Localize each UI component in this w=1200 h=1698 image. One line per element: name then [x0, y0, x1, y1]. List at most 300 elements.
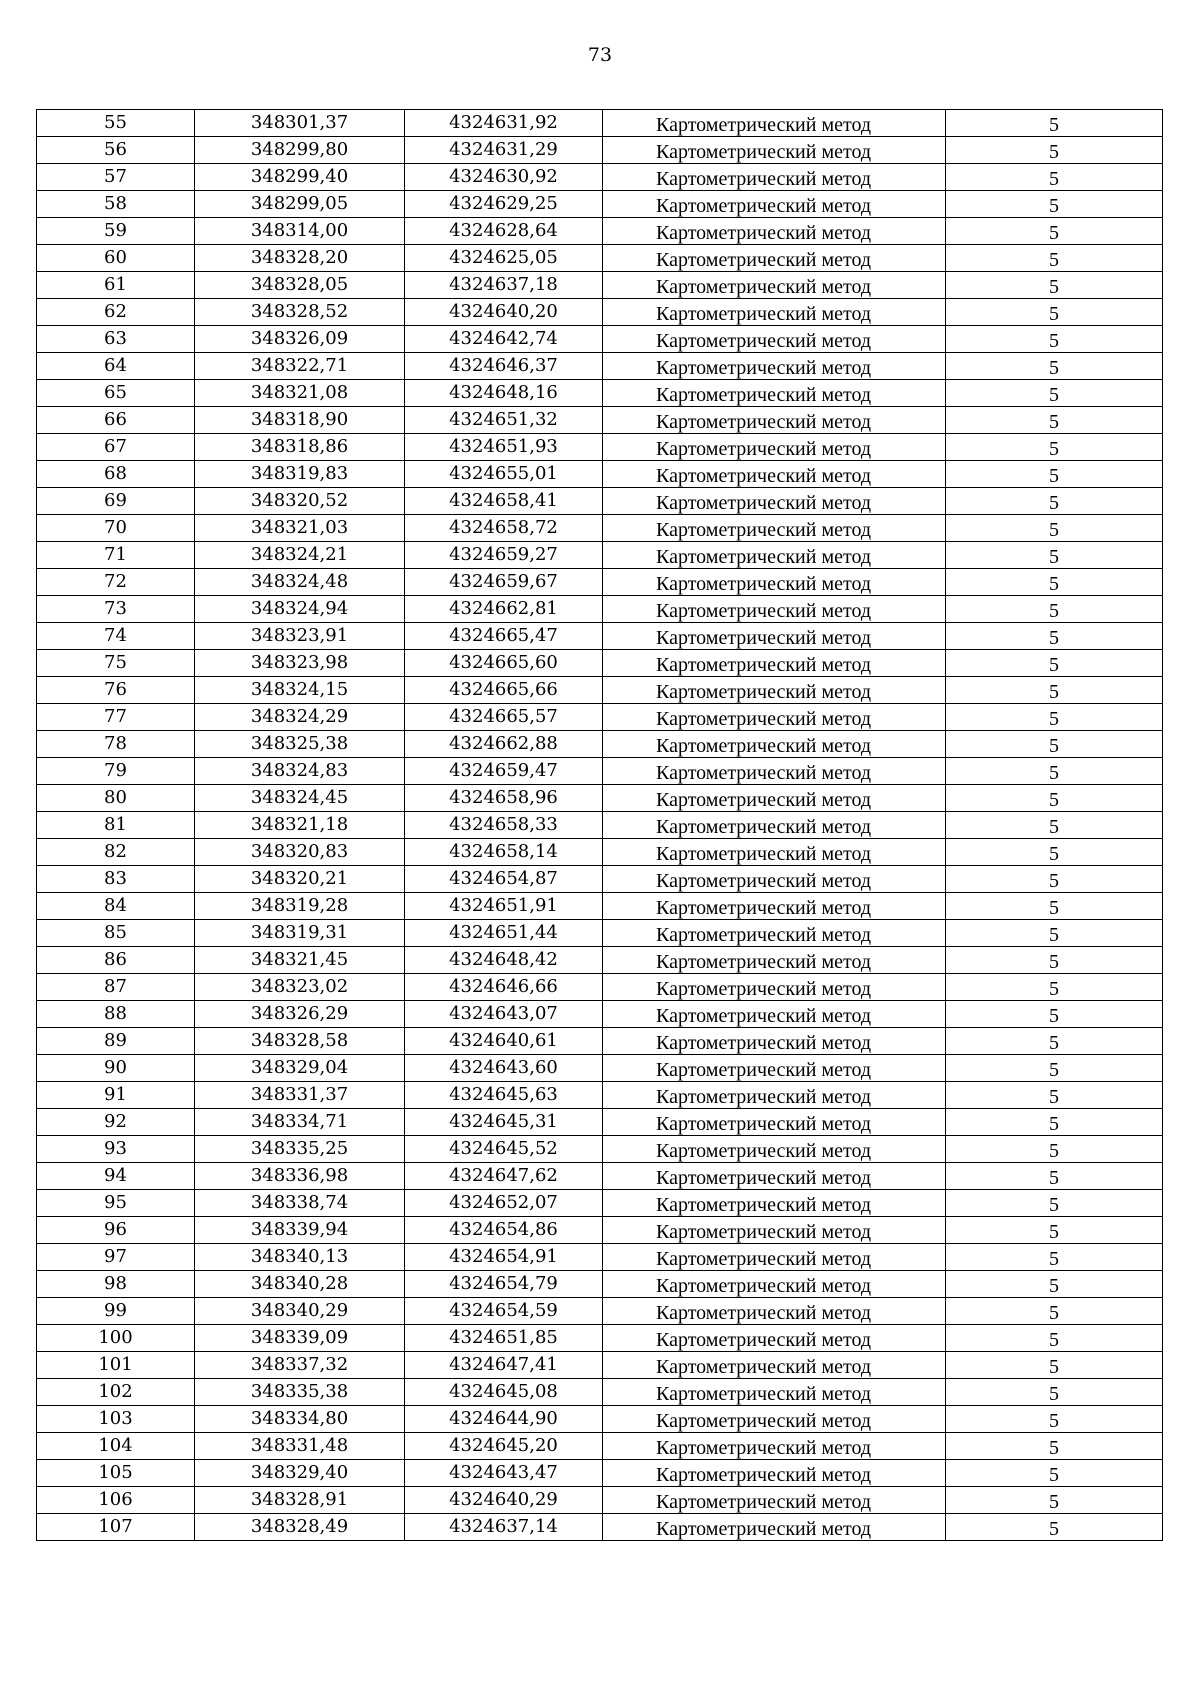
accuracy-cell: 5: [946, 623, 1163, 650]
point-number-cell: 74: [37, 623, 195, 650]
point-number-cell: 95: [37, 1190, 195, 1217]
point-number-cell: 75: [37, 650, 195, 677]
coordinate-x-cell: 348319,31: [195, 920, 405, 947]
point-number-cell: 86: [37, 947, 195, 974]
method-cell: Картометрический метод: [603, 893, 946, 920]
point-number-cell: 57: [37, 164, 195, 191]
point-number-cell: 99: [37, 1298, 195, 1325]
point-number-cell: 107: [37, 1514, 195, 1541]
method-cell: Картометрический метод: [603, 542, 946, 569]
method-cell: Картометрический метод: [603, 1352, 946, 1379]
method-cell: Картометрический метод: [603, 245, 946, 272]
coordinate-x-cell: 348339,94: [195, 1217, 405, 1244]
accuracy-cell: 5: [946, 1460, 1163, 1487]
method-cell: Картометрический метод: [603, 812, 946, 839]
accuracy-cell: 5: [946, 812, 1163, 839]
point-number-cell: 94: [37, 1163, 195, 1190]
coordinate-x-cell: 348331,48: [195, 1433, 405, 1460]
table-row: [37, 1352, 1163, 1379]
coordinate-x-cell: 348324,15: [195, 677, 405, 704]
accuracy-cell: 5: [946, 191, 1163, 218]
accuracy-cell: 5: [946, 1055, 1163, 1082]
method-cell: Картометрический метод: [603, 650, 946, 677]
coordinate-x-cell: 348334,71: [195, 1109, 405, 1136]
table-row: [37, 1163, 1163, 1190]
accuracy-cell: 5: [946, 1244, 1163, 1271]
table-row: [37, 515, 1163, 542]
method-cell: Картометрический метод: [603, 380, 946, 407]
point-number-cell: 89: [37, 1028, 195, 1055]
coordinate-x-cell: 348328,52: [195, 299, 405, 326]
accuracy-cell: 5: [946, 1379, 1163, 1406]
coordinate-y-cell: 4324646,66: [405, 974, 603, 1001]
coordinate-x-cell: 348324,21: [195, 542, 405, 569]
coordinate-x-cell: 348321,08: [195, 380, 405, 407]
coordinate-y-cell: 4324652,07: [405, 1190, 603, 1217]
accuracy-cell: 5: [946, 1271, 1163, 1298]
table-row: [37, 1487, 1163, 1514]
coordinate-x-cell: 348321,03: [195, 515, 405, 542]
table-row: [37, 1136, 1163, 1163]
coordinate-y-cell: 4324665,66: [405, 677, 603, 704]
coordinate-x-cell: 348340,28: [195, 1271, 405, 1298]
method-cell: Картометрический метод: [603, 731, 946, 758]
table-row: [37, 1217, 1163, 1244]
accuracy-cell: 5: [946, 488, 1163, 515]
coordinate-y-cell: 4324665,47: [405, 623, 603, 650]
coordinate-x-cell: 348339,09: [195, 1325, 405, 1352]
accuracy-cell: 5: [946, 758, 1163, 785]
accuracy-cell: 5: [946, 1352, 1163, 1379]
accuracy-cell: 5: [946, 893, 1163, 920]
table-row: [37, 110, 1163, 137]
table-row: [37, 1460, 1163, 1487]
point-number-cell: 66: [37, 407, 195, 434]
method-cell: Картометрический метод: [603, 758, 946, 785]
coordinate-x-cell: 348318,90: [195, 407, 405, 434]
point-number-cell: 96: [37, 1217, 195, 1244]
coordinate-y-cell: 4324654,86: [405, 1217, 603, 1244]
point-number-cell: 58: [37, 191, 195, 218]
coordinate-x-cell: 348328,49: [195, 1514, 405, 1541]
point-number-cell: 77: [37, 704, 195, 731]
table-row: [37, 245, 1163, 272]
coordinate-y-cell: 4324662,88: [405, 731, 603, 758]
point-number-cell: 92: [37, 1109, 195, 1136]
coordinate-y-cell: 4324637,14: [405, 1514, 603, 1541]
coordinate-y-cell: 4324658,33: [405, 812, 603, 839]
coordinate-y-cell: 4324631,92: [405, 110, 603, 137]
method-cell: Картометрический метод: [603, 326, 946, 353]
method-cell: Картометрический метод: [603, 1406, 946, 1433]
table-row: [37, 542, 1163, 569]
table-row: [37, 947, 1163, 974]
point-number-cell: 100: [37, 1325, 195, 1352]
coordinate-x-cell: 348335,25: [195, 1136, 405, 1163]
table-row: [37, 461, 1163, 488]
coordinate-y-cell: 4324625,05: [405, 245, 603, 272]
method-cell: Картометрический метод: [603, 623, 946, 650]
method-cell: Картометрический метод: [603, 1055, 946, 1082]
coordinate-y-cell: 4324642,74: [405, 326, 603, 353]
coordinate-y-cell: 4324637,18: [405, 272, 603, 299]
coordinate-x-cell: 348299,80: [195, 137, 405, 164]
coordinate-x-cell: 348319,83: [195, 461, 405, 488]
table-row: [37, 1271, 1163, 1298]
method-cell: Картометрический метод: [603, 1082, 946, 1109]
accuracy-cell: 5: [946, 974, 1163, 1001]
table-row: [37, 623, 1163, 650]
coordinate-y-cell: 4324630,92: [405, 164, 603, 191]
table-row: [37, 137, 1163, 164]
coordinate-y-cell: 4324645,08: [405, 1379, 603, 1406]
method-cell: Картометрический метод: [603, 785, 946, 812]
coordinate-x-cell: 348338,74: [195, 1190, 405, 1217]
coordinate-x-cell: 348320,21: [195, 866, 405, 893]
method-cell: Картометрический метод: [603, 1001, 946, 1028]
accuracy-cell: 5: [946, 407, 1163, 434]
table-row: [37, 812, 1163, 839]
method-cell: Картометрический метод: [603, 1514, 946, 1541]
accuracy-cell: 5: [946, 380, 1163, 407]
coordinate-y-cell: 4324645,63: [405, 1082, 603, 1109]
coordinate-y-cell: 4324643,47: [405, 1460, 603, 1487]
method-cell: Картометрический метод: [603, 947, 946, 974]
accuracy-cell: 5: [946, 1109, 1163, 1136]
accuracy-cell: 5: [946, 434, 1163, 461]
method-cell: Картометрический метод: [603, 704, 946, 731]
table-row: [37, 1406, 1163, 1433]
accuracy-cell: 5: [946, 569, 1163, 596]
coordinate-x-cell: 348324,83: [195, 758, 405, 785]
coordinate-y-cell: 4324651,91: [405, 893, 603, 920]
point-number-cell: 55: [37, 110, 195, 137]
table-row: [37, 434, 1163, 461]
coordinate-y-cell: 4324628,64: [405, 218, 603, 245]
method-cell: Картометрический метод: [603, 1271, 946, 1298]
point-number-cell: 104: [37, 1433, 195, 1460]
point-number-cell: 79: [37, 758, 195, 785]
accuracy-cell: 5: [946, 542, 1163, 569]
table-row: [37, 1298, 1163, 1325]
method-cell: Картометрический метод: [603, 920, 946, 947]
point-number-cell: 78: [37, 731, 195, 758]
method-cell: Картометрический метод: [603, 1028, 946, 1055]
point-number-cell: 62: [37, 299, 195, 326]
coordinate-x-cell: 348320,83: [195, 839, 405, 866]
table-row: [37, 1082, 1163, 1109]
point-number-cell: 97: [37, 1244, 195, 1271]
accuracy-cell: 5: [946, 1082, 1163, 1109]
coordinate-x-cell: 348328,20: [195, 245, 405, 272]
method-cell: Картометрический метод: [603, 974, 946, 1001]
method-cell: Картометрический метод: [603, 353, 946, 380]
accuracy-cell: 5: [946, 1163, 1163, 1190]
coordinate-y-cell: 4324654,87: [405, 866, 603, 893]
accuracy-cell: 5: [946, 1190, 1163, 1217]
point-number-cell: 106: [37, 1487, 195, 1514]
coordinate-x-cell: 348329,40: [195, 1460, 405, 1487]
accuracy-cell: 5: [946, 866, 1163, 893]
coordinate-y-cell: 4324647,41: [405, 1352, 603, 1379]
method-cell: Картометрический метод: [603, 1325, 946, 1352]
method-cell: Картометрический метод: [603, 434, 946, 461]
accuracy-cell: 5: [946, 920, 1163, 947]
point-number-cell: 85: [37, 920, 195, 947]
accuracy-cell: 5: [946, 272, 1163, 299]
point-number-cell: 84: [37, 893, 195, 920]
method-cell: Картометрический метод: [603, 1460, 946, 1487]
table-row: [37, 785, 1163, 812]
point-number-cell: 105: [37, 1460, 195, 1487]
table-row: [37, 704, 1163, 731]
coordinate-y-cell: 4324651,32: [405, 407, 603, 434]
coordinate-y-cell: 4324654,91: [405, 1244, 603, 1271]
table-row: [37, 1325, 1163, 1352]
table-row: [37, 407, 1163, 434]
table-row: [37, 1514, 1163, 1541]
accuracy-cell: 5: [946, 326, 1163, 353]
accuracy-cell: 5: [946, 218, 1163, 245]
table-row: [37, 1055, 1163, 1082]
method-cell: Картометрический метод: [603, 218, 946, 245]
point-number-cell: 70: [37, 515, 195, 542]
coordinate-x-cell: 348324,29: [195, 704, 405, 731]
accuracy-cell: 5: [946, 515, 1163, 542]
table-row: [37, 353, 1163, 380]
coordinate-x-cell: 348328,05: [195, 272, 405, 299]
table-row: [37, 596, 1163, 623]
method-cell: Картометрический метод: [603, 1190, 946, 1217]
point-number-cell: 91: [37, 1082, 195, 1109]
coordinate-y-cell: 4324658,14: [405, 839, 603, 866]
accuracy-cell: 5: [946, 596, 1163, 623]
table-row: [37, 326, 1163, 353]
coordinate-x-cell: 348326,29: [195, 1001, 405, 1028]
point-number-cell: 101: [37, 1352, 195, 1379]
point-number-cell: 73: [37, 596, 195, 623]
point-number-cell: 68: [37, 461, 195, 488]
method-cell: Картометрический метод: [603, 1109, 946, 1136]
coordinate-y-cell: 4324665,57: [405, 704, 603, 731]
coordinate-y-cell: 4324648,16: [405, 380, 603, 407]
accuracy-cell: 5: [946, 1028, 1163, 1055]
accuracy-cell: 5: [946, 947, 1163, 974]
point-number-cell: 69: [37, 488, 195, 515]
method-cell: Картометрический метод: [603, 839, 946, 866]
point-number-cell: 76: [37, 677, 195, 704]
point-number-cell: 88: [37, 1001, 195, 1028]
coordinate-x-cell: 348331,37: [195, 1082, 405, 1109]
method-cell: Картометрический метод: [603, 677, 946, 704]
point-number-cell: 67: [37, 434, 195, 461]
point-number-cell: 72: [37, 569, 195, 596]
coordinate-x-cell: 348323,91: [195, 623, 405, 650]
coordinate-x-cell: 348321,18: [195, 812, 405, 839]
method-cell: Картометрический метод: [603, 164, 946, 191]
table-row: [37, 974, 1163, 1001]
coordinate-x-cell: 348323,98: [195, 650, 405, 677]
point-number-cell: 103: [37, 1406, 195, 1433]
coordinate-y-cell: 4324631,29: [405, 137, 603, 164]
point-number-cell: 98: [37, 1271, 195, 1298]
coordinate-y-cell: 4324640,61: [405, 1028, 603, 1055]
table-row: [37, 164, 1163, 191]
table-row: [37, 299, 1163, 326]
coordinate-y-cell: 4324659,47: [405, 758, 603, 785]
method-cell: Картометрический метод: [603, 866, 946, 893]
coordinate-y-cell: 4324658,96: [405, 785, 603, 812]
coordinate-y-cell: 4324648,42: [405, 947, 603, 974]
point-number-cell: 64: [37, 353, 195, 380]
table-row: [37, 380, 1163, 407]
coordinate-x-cell: 348319,28: [195, 893, 405, 920]
table-row: [37, 839, 1163, 866]
point-number-cell: 60: [37, 245, 195, 272]
coordinate-y-cell: 4324655,01: [405, 461, 603, 488]
coordinate-x-cell: 348301,37: [195, 110, 405, 137]
coordinate-y-cell: 4324644,90: [405, 1406, 603, 1433]
point-number-cell: 63: [37, 326, 195, 353]
coordinate-y-cell: 4324629,25: [405, 191, 603, 218]
coordinate-y-cell: 4324640,29: [405, 1487, 603, 1514]
table-row: [37, 893, 1163, 920]
coordinate-x-cell: 348335,38: [195, 1379, 405, 1406]
coordinate-y-cell: 4324645,52: [405, 1136, 603, 1163]
coordinate-x-cell: 348334,80: [195, 1406, 405, 1433]
table-row: [37, 758, 1163, 785]
accuracy-cell: 5: [946, 704, 1163, 731]
accuracy-cell: 5: [946, 839, 1163, 866]
point-number-cell: 82: [37, 839, 195, 866]
coordinate-y-cell: 4324647,62: [405, 1163, 603, 1190]
coordinate-y-cell: 4324658,41: [405, 488, 603, 515]
coordinate-x-cell: 348340,13: [195, 1244, 405, 1271]
coordinate-y-cell: 4324662,81: [405, 596, 603, 623]
accuracy-cell: 5: [946, 245, 1163, 272]
table-row: [37, 1379, 1163, 1406]
coordinate-y-cell: 4324643,60: [405, 1055, 603, 1082]
accuracy-cell: 5: [946, 1217, 1163, 1244]
coordinate-x-cell: 348326,09: [195, 326, 405, 353]
accuracy-cell: 5: [946, 731, 1163, 758]
table-row: [37, 866, 1163, 893]
table-row: [37, 569, 1163, 596]
accuracy-cell: 5: [946, 1406, 1163, 1433]
coordinate-x-cell: 348328,91: [195, 1487, 405, 1514]
table-row: [37, 488, 1163, 515]
coordinate-x-cell: 348340,29: [195, 1298, 405, 1325]
coordinate-y-cell: 4324659,27: [405, 542, 603, 569]
point-number-cell: 83: [37, 866, 195, 893]
method-cell: Картометрический метод: [603, 461, 946, 488]
accuracy-cell: 5: [946, 461, 1163, 488]
method-cell: Картометрический метод: [603, 191, 946, 218]
method-cell: Картометрический метод: [603, 1244, 946, 1271]
coordinate-y-cell: 4324651,93: [405, 434, 603, 461]
accuracy-cell: 5: [946, 650, 1163, 677]
method-cell: Картометрический метод: [603, 110, 946, 137]
accuracy-cell: 5: [946, 1136, 1163, 1163]
method-cell: Картометрический метод: [603, 488, 946, 515]
method-cell: Картометрический метод: [603, 272, 946, 299]
coordinate-x-cell: 348321,45: [195, 947, 405, 974]
point-number-cell: 56: [37, 137, 195, 164]
coordinate-y-cell: 4324665,60: [405, 650, 603, 677]
table-row: [37, 731, 1163, 758]
coordinates-table-body: [37, 110, 1163, 1541]
table-row: [37, 1028, 1163, 1055]
table-row: [37, 650, 1163, 677]
accuracy-cell: 5: [946, 1298, 1163, 1325]
table-row: [37, 920, 1163, 947]
accuracy-cell: 5: [946, 1325, 1163, 1352]
coordinate-y-cell: 4324646,37: [405, 353, 603, 380]
accuracy-cell: 5: [946, 1433, 1163, 1460]
coordinate-y-cell: 4324651,85: [405, 1325, 603, 1352]
coordinate-y-cell: 4324659,67: [405, 569, 603, 596]
accuracy-cell: 5: [946, 785, 1163, 812]
coordinate-x-cell: 348314,00: [195, 218, 405, 245]
coordinate-x-cell: 348324,94: [195, 596, 405, 623]
accuracy-cell: 5: [946, 137, 1163, 164]
method-cell: Картометрический метод: [603, 407, 946, 434]
accuracy-cell: 5: [946, 1001, 1163, 1028]
table-row: [37, 1001, 1163, 1028]
method-cell: Картометрический метод: [603, 1298, 946, 1325]
point-number-cell: 93: [37, 1136, 195, 1163]
accuracy-cell: 5: [946, 299, 1163, 326]
method-cell: Картометрический метод: [603, 137, 946, 164]
coordinate-x-cell: 348322,71: [195, 353, 405, 380]
table-row: [37, 1190, 1163, 1217]
coordinate-x-cell: 348299,05: [195, 191, 405, 218]
accuracy-cell: 5: [946, 164, 1163, 191]
coordinates-table: [36, 109, 1163, 1541]
point-number-cell: 80: [37, 785, 195, 812]
table-row: [37, 218, 1163, 245]
table-row: [37, 1433, 1163, 1460]
coordinate-x-cell: 348336,98: [195, 1163, 405, 1190]
point-number-cell: 65: [37, 380, 195, 407]
point-number-cell: 61: [37, 272, 195, 299]
table-row: [37, 1109, 1163, 1136]
accuracy-cell: 5: [946, 110, 1163, 137]
point-number-cell: 81: [37, 812, 195, 839]
table-row: [37, 191, 1163, 218]
method-cell: Картометрический метод: [603, 1163, 946, 1190]
coordinate-x-cell: 348328,58: [195, 1028, 405, 1055]
method-cell: Картометрический метод: [603, 1217, 946, 1244]
method-cell: Картометрический метод: [603, 1433, 946, 1460]
coordinate-y-cell: 4324654,79: [405, 1271, 603, 1298]
method-cell: Картометрический метод: [603, 299, 946, 326]
coordinate-x-cell: 348323,02: [195, 974, 405, 1001]
accuracy-cell: 5: [946, 353, 1163, 380]
coordinate-y-cell: 4324645,31: [405, 1109, 603, 1136]
point-number-cell: 87: [37, 974, 195, 1001]
coordinate-y-cell: 4324651,44: [405, 920, 603, 947]
coordinate-x-cell: 348320,52: [195, 488, 405, 515]
coordinate-y-cell: 4324658,72: [405, 515, 603, 542]
point-number-cell: 71: [37, 542, 195, 569]
coordinate-y-cell: 4324654,59: [405, 1298, 603, 1325]
method-cell: Картометрический метод: [603, 1136, 946, 1163]
accuracy-cell: 5: [946, 1487, 1163, 1514]
point-number-cell: 59: [37, 218, 195, 245]
method-cell: Картометрический метод: [603, 515, 946, 542]
coordinate-x-cell: 348299,40: [195, 164, 405, 191]
